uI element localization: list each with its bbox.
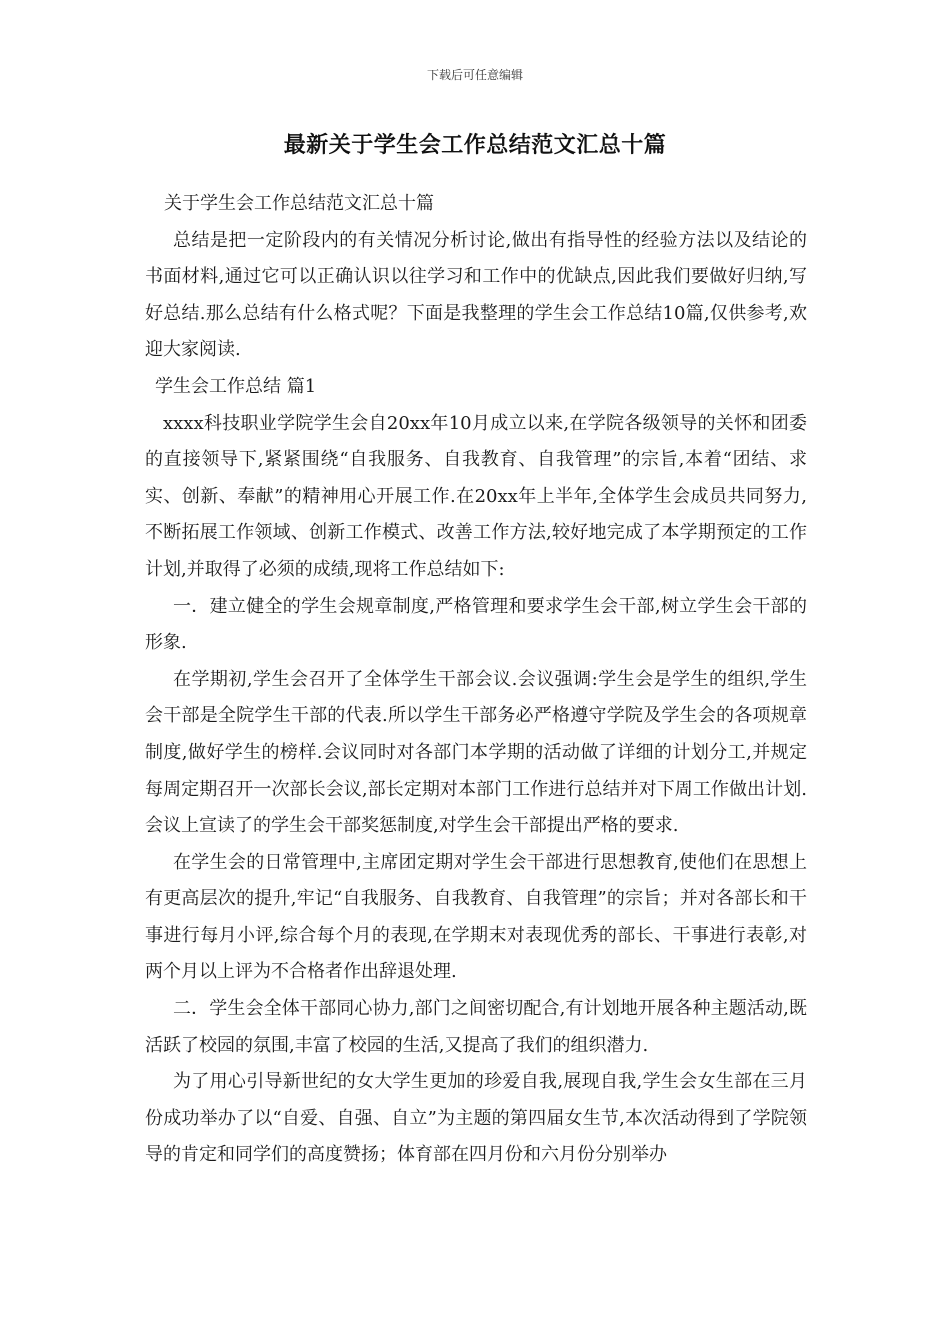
section-heading: 学生会工作总结 篇1 [155, 375, 317, 397]
paragraph-intro: 总结是把一定阶段内的有关情况分析讨论,做出有指导性的经验方法以及结论的书面材料,通过它可以正确认识以往学习和工作中的优缺点,因此我们要做好归纳,写好总结.那么总结有什么格式呢？下面是我整理的学生会工作总结10篇,仅供参考,欢迎大家阅读. [145, 229, 807, 361]
paragraph: 在学期初,学生会召开了全体学生干部会议.会议强调:学生会是学生的组织,学生会干部是全院学生干部的代表.所以学生干部务必严格遵守学院及学生会的各项规章制度,做好学生的榜样.会议同时对各部门本学期的活动做了详细的计划分工,并规定每周定期召开一次部长会议,部长定期对本部门工作进行总结并对下周工作做出计划.会议上宣读了的学生会干部奖惩制度,对学生会干部提出严格的要求. [145, 668, 807, 837]
paragraph: 为了用心引导新世纪的女大学生更加的珍爱自我,展现自我,学生会女生部在三月份成功举办了以“自爱、自强、自立”为主题的第四届女生节,本次活动得到了学院领导的肯定和同学们的高度赞扬；体育部在四月份和六月份分别举办 [145, 1071, 807, 1166]
document-body [145, 186, 807, 1174]
paragraph: 在学生会的日常管理中,主席团定期对学生会干部进行思想教育,使他们在思想上有更高层次的提升,牢记“自我服务、自我教育、自我管理”的宗旨；并对各部长和干事进行每月小评,综合每个月的表现,在学期末对表现优秀的部长、干事进行表彰,对两个月以上评为不合格者作出辞退处理. [145, 851, 807, 983]
document-title: 最新关于学生会工作总结范文汇总十篇 [283, 132, 667, 158]
header-note: 下载后可任意编辑 [426, 68, 523, 82]
paragraph: 二．学生会全体干部同心协力,部门之间密切配合,有计划地开展各种主题活动,既活跃了校园的氛围,丰富了校园的生活,又提高了我们的组织潜力. [145, 998, 807, 1056]
paragraph: 一．建立健全的学生会规章制度,严格管理和要求学生会干部,树立学生会干部的形象. [145, 595, 807, 654]
document-subtitle: 关于学生会工作总结范文汇总十篇 [164, 193, 434, 214]
paragraph: xxxx科技职业学院学生会自20xx年10月成立以来,在学院各级领导的关怀和团委的直接领导下,紧紧围绕“自我服务、自我教育、自我管理”的宗旨,本着“团结、求实、创新、奉献”的精神用心开展工作.在20xx年上半年,全体学生会成员共同努力,不断拓展工作领域、创新工作模式、改善工作方法,较好地完成了本学期预定的工作计划,并取得了必须的成绩,现将工作总结如下: [145, 412, 807, 580]
